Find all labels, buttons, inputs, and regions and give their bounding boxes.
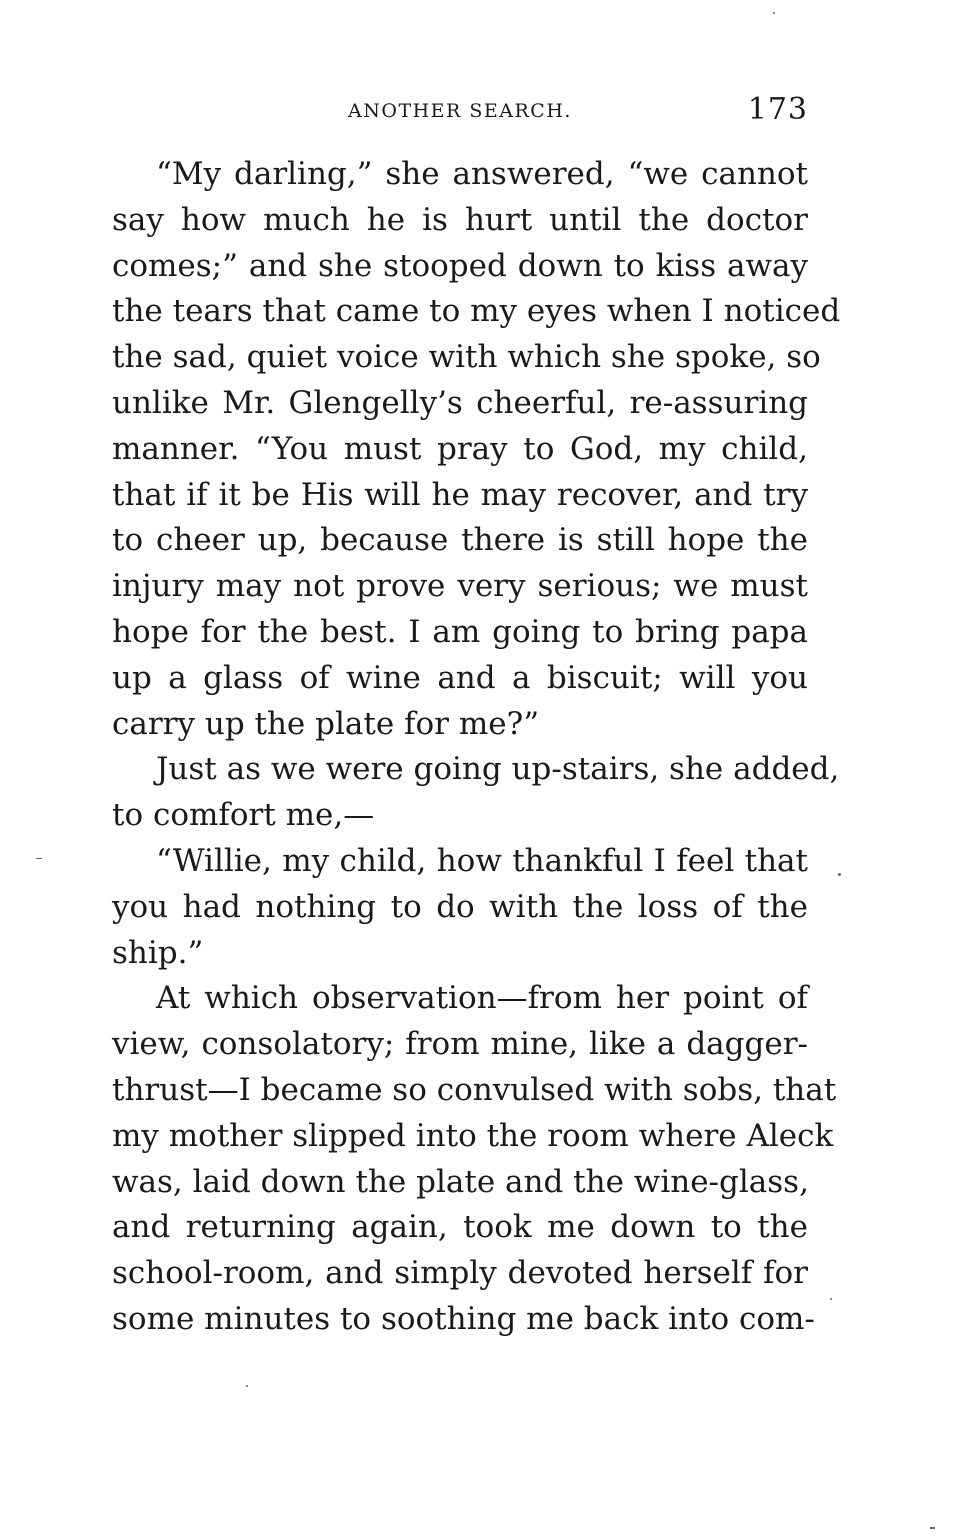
text-line: the tears that came to my eyes when I noticed xyxy=(112,293,841,330)
text-line: “Willie, my child, how thankful I feel that xyxy=(156,842,808,879)
text-line: comes;” and she stooped down to kiss away xyxy=(112,247,808,284)
paper-speck xyxy=(830,1298,832,1300)
text-line: say how much he is hurt until the doctor xyxy=(112,201,808,238)
paper-speck xyxy=(246,1385,248,1387)
text-line: “My darling,” she answered, “we cannot xyxy=(156,156,808,192)
text-line: carry up the plate for me?” xyxy=(112,705,540,742)
text-line: and returning again, took me down to the xyxy=(112,1209,808,1246)
text-line: ship.” xyxy=(112,934,204,971)
text-line: to cheer up, because there is still hope the xyxy=(112,522,808,559)
text-line: was, laid down the plate and the wine-glass, xyxy=(112,1163,809,1200)
text-line: At which observation—from her point of xyxy=(156,980,808,1017)
text-line: view, consolatory; from mine, like a dagger- xyxy=(112,1026,808,1063)
text-line: you had nothing to do with the loss of the xyxy=(112,888,808,925)
paper-speck xyxy=(838,873,841,876)
text-line: that if it be His will he may recover, and try xyxy=(112,476,808,513)
paper-speck xyxy=(773,12,775,14)
paper-speck xyxy=(930,1527,935,1529)
page-number: 173 xyxy=(747,92,808,127)
paper-speck xyxy=(36,858,42,859)
text-line: up a glass of wine and a biscuit; will you xyxy=(112,659,808,696)
page-header xyxy=(112,92,808,132)
text-line: to comfort me,— xyxy=(112,797,375,834)
text-line: manner. “You must pray to God, my child, xyxy=(112,430,808,467)
text-line: Just as we were going up-stairs, she added, xyxy=(156,751,840,788)
text-line: my mother slipped into the room where Aleck xyxy=(112,1117,834,1154)
text-line: school-room, and simply devoted herself for xyxy=(112,1255,808,1292)
text-line: thrust—I became so convulsed with sobs, that xyxy=(112,1071,837,1108)
body-text xyxy=(112,152,841,1343)
text-line: the sad, quiet voice with which she spoke, so xyxy=(112,339,821,376)
text-line: unlike Mr. Glengelly’s cheerful, re-assuring xyxy=(112,384,808,421)
text-line: injury may not prove very serious; we must xyxy=(112,568,808,605)
text-line: some minutes to soothing me back into com- xyxy=(112,1300,815,1337)
running-head: ANOTHER SEARCH. xyxy=(348,100,572,122)
text-line: hope for the best. I am going to bring papa xyxy=(112,613,808,650)
